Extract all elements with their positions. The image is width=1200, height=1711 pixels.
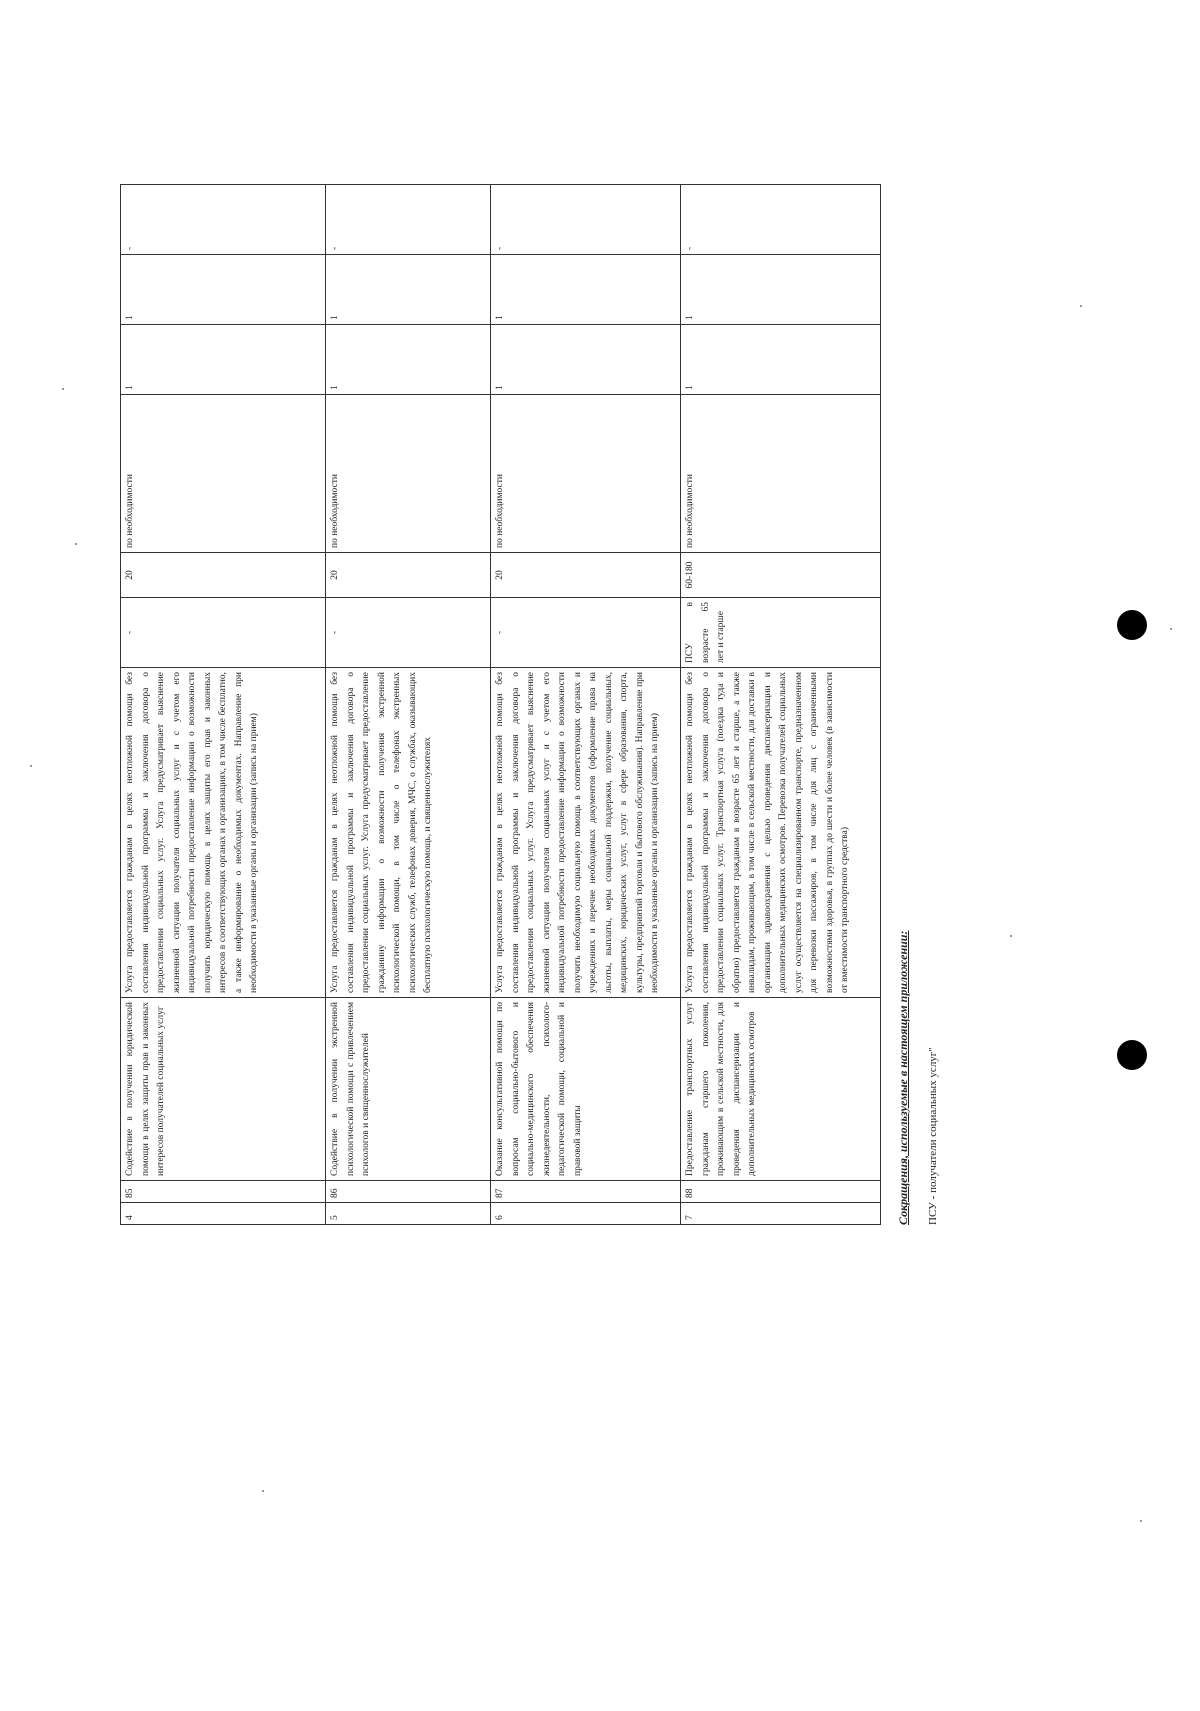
service-recipients: - — [121, 598, 326, 668]
service-code: 87 — [491, 1181, 681, 1203]
service-name: Предоставление транспортных услуг гражданам старшего поколения, проживающим в сельской местности, для проведения диспансеризации и дополнительных медицинских осмотров — [681, 998, 881, 1181]
service-value-3: - — [681, 185, 881, 255]
scan-speck — [1010, 935, 1012, 937]
service-description: Услуга предоставляется гражданам в целях неотложной помощи без составления индивидуальной программы и заключения договора о предоставлении социальных услуг. Услуга предусматривает выяснение жизненной ситуации получателя социальных услуг и с учетом его индивидуальной потребности предоставление информации о возможности получить необходимую социальную помощь в соответствующих органах и учреждениях и перечне необходимых документов (оформление права на льготы, выплаты, меры социальной поддержки, получение социальных, медицинских, юридических услуг, услуг в сфере образования, спорта, культуры, предприятий торговли и бытового обслуживания). Направление при необходимости в указанные органы и организации (запись на прием) — [491, 668, 681, 998]
rotated-page — [120, 185, 939, 1225]
service-value-3: - — [326, 185, 491, 255]
row-number: 6 — [491, 1203, 681, 1225]
service-value-2: 1 — [681, 255, 881, 325]
service-description: Услуга предоставляется гражданам в целях неотложной помощи без составления индивидуальной программы и заключения договора о предоставлении социальных услуг. Транспортная услуга (поездка туда и обратно) предоставляется гражданам в возрасте 65 лет и старше, а также инвалидам, проживающим, в том числе в сельской местности, для доставки в организации здравоохранения с целью проведения диспансеризации и дополнительных медицинских осмотров. Перевозка получателей социальных услуг осуществляется на специализированном транспорте, предназначенном для перевозки пассажиров, в том числе для лиц с ограниченными возможностями здоровья, в группах до шести и более человек (в зависимости от вместимости транспортного средства) — [681, 668, 881, 998]
service-periodicity: по необходимости — [491, 395, 681, 553]
service-name: Содействие в получении юридической помощи в целях защиты прав и законных интересов получателей социальных услуг — [121, 998, 326, 1181]
service-value-2: 1 — [326, 255, 491, 325]
service-recipients: ПСУ в возрасте 65 лет и старше — [681, 598, 881, 668]
service-description: Услуга предоставляется гражданам в целях неотложной помощи без составления индивидуальной программы и заключения договора о предоставлении социальных услуг. Услуга предусматривает выяснение жизненной ситуации получателя социальных услуг и с учетом его индивидуальной потребности предоставление информации о возможности получить юридическую помощь в целях защиты его прав и законных интересов в соответствующих органах и организациях, в том числе бесплатно, а также информирование о необходимых документах. Направление при необходимости в указанные органы и организации (запись на прием) — [121, 668, 326, 998]
service-value-2: 1 — [491, 255, 681, 325]
abbreviations-title: Сокращения, используемые в настоящем приложении: — [896, 930, 910, 1225]
service-code: 86 — [326, 1181, 491, 1203]
services-table — [120, 184, 881, 1225]
service-name: Оказание консультативной помощи по вопросам социально-бытового и социально-медицинского обеспечения жизнедеятельности, психолого-педагогической помощи, социальной и правовой защиты — [491, 998, 681, 1181]
service-duration: 20 — [491, 553, 681, 598]
service-periodicity: по необходимости — [681, 395, 881, 553]
service-value-1: 1 — [326, 325, 491, 395]
abbreviation-psu: ПСУ - получатели социальных услуг" — [927, 1047, 939, 1225]
service-description: Услуга предоставляется гражданам в целях неотложной помощи без составления индивидуальной программы и заключения договора о предоставлении социальных услуг. Услуга предусматривает предоставление гражданину информации о возможности получения экстренной психологической помощи, в том числе о телефонах экстренных психологических служб, телефонах доверия, МЧС, о службах, оказывающих бесплатную психологическую помощь, и священнослужителях — [326, 668, 491, 998]
service-name: Содействие в получении экстренной психологической помощи с привлечением психологов и священнослужителей — [326, 998, 491, 1181]
service-value-1: 1 — [121, 325, 326, 395]
service-duration: 60-180 — [681, 553, 881, 598]
service-value-3: - — [491, 185, 681, 255]
row-number: 5 — [326, 1203, 491, 1225]
service-recipients: - — [491, 598, 681, 668]
scan-speck — [1080, 305, 1082, 307]
punch-hole-top — [1117, 610, 1147, 640]
service-code: 88 — [681, 1181, 881, 1203]
scan-speck — [1140, 1520, 1142, 1522]
scan-speck — [62, 388, 64, 390]
table-row — [491, 185, 681, 1225]
service-duration: 20 — [121, 553, 326, 598]
punch-hole-bottom — [1117, 1040, 1147, 1070]
service-value-1: 1 — [491, 325, 681, 395]
scan-speck — [30, 765, 32, 767]
service-value-2: 1 — [121, 255, 326, 325]
service-periodicity: по необходимости — [121, 395, 326, 553]
scan-speck — [75, 543, 77, 545]
row-number: 7 — [681, 1203, 881, 1225]
table-row — [326, 185, 491, 1225]
table-row — [681, 185, 881, 1225]
service-recipients: - — [326, 598, 491, 668]
scan-speck — [1170, 628, 1172, 630]
row-number: 4 — [121, 1203, 326, 1225]
service-duration: 20 — [326, 553, 491, 598]
scan-speck — [262, 1490, 264, 1492]
service-value-1: 1 — [681, 325, 881, 395]
service-periodicity: по необходимости — [326, 395, 491, 553]
service-value-3: - — [121, 185, 326, 255]
service-code: 85 — [121, 1181, 326, 1203]
table-row — [121, 185, 326, 1225]
